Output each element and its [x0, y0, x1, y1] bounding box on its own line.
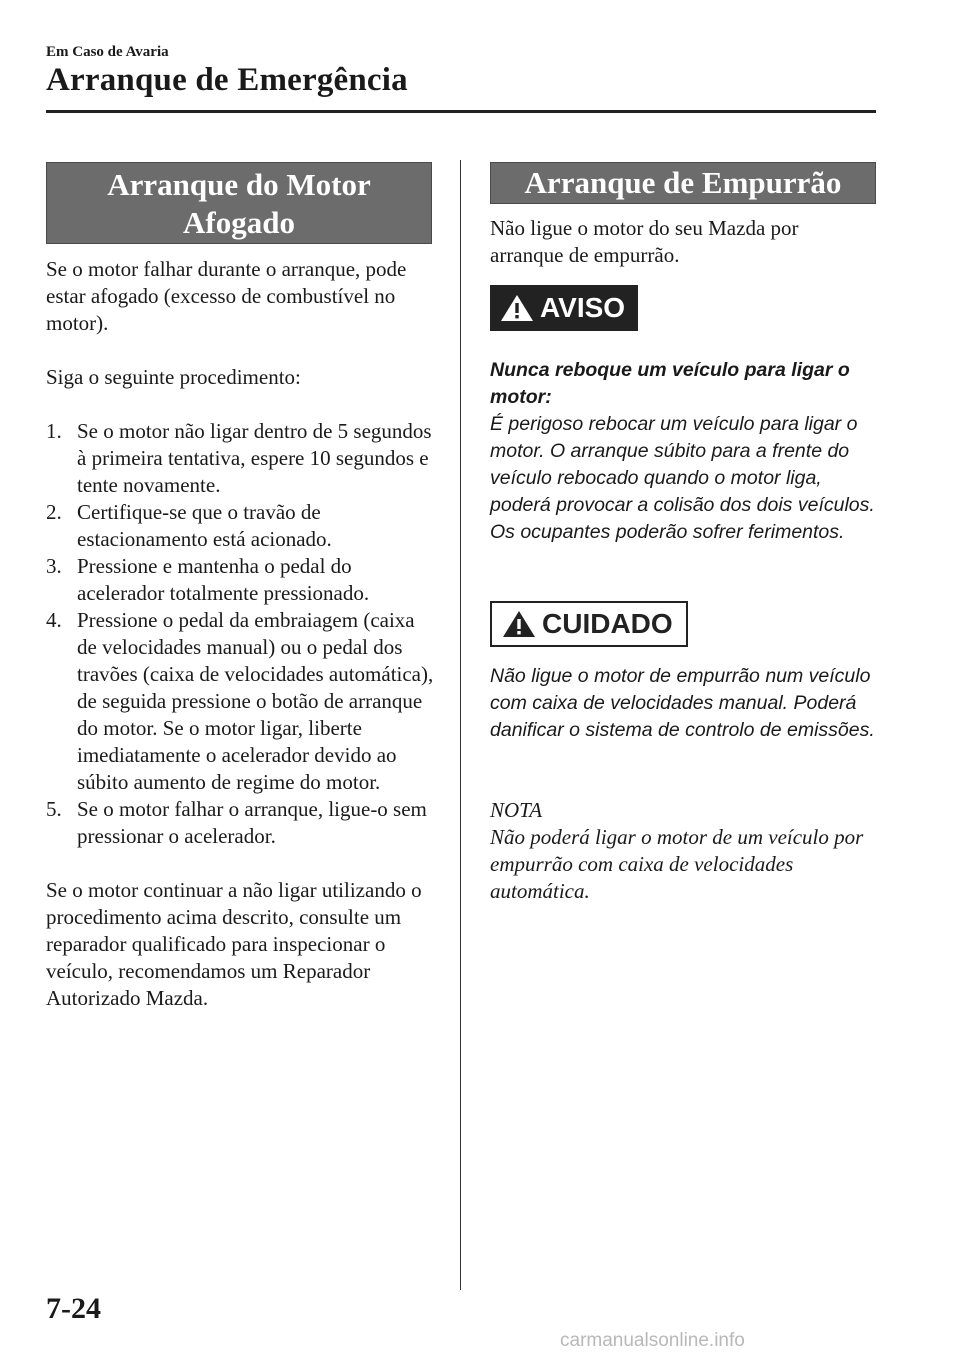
- note-label: NOTA: [490, 798, 543, 822]
- warning-triangle-icon: [500, 293, 534, 323]
- procedure-steps: [46, 418, 436, 850]
- column-divider: [460, 160, 461, 1290]
- left-column-body: [46, 256, 436, 1012]
- procedure-label: Siga o seguinte procedimento:: [46, 365, 301, 389]
- warning-badge: [490, 285, 638, 331]
- warning-title: Nunca reboque um veículo para ligar o motor:: [490, 359, 850, 408]
- heading-flooded-engine: [46, 162, 432, 244]
- note-body: Não poderá ligar o motor de um veículo por empurrão com caixa de velocidades automática.: [490, 825, 864, 903]
- caution-body: Não ligue o motor de empurrão num veículo com caixa de velocidades manual. Poderá danificar o sistema de controlo de emissões.: [490, 665, 875, 741]
- section-label: Em Caso de Avaria: [46, 44, 169, 60]
- list-item: 3. Pressione e mantenha o pedal do acelerador totalmente pressionado.: [46, 554, 370, 605]
- warning-triangle-icon: [502, 609, 536, 639]
- caution-badge: [490, 601, 688, 647]
- watermark: carmanualsonline.info: [560, 1330, 745, 1351]
- flooded-intro: Se o motor falhar durante o arranque, pode estar afogado (excesso de combustível no motor).: [46, 257, 407, 335]
- warning-body: É perigoso rebocar um veículo para ligar o motor. O arranque súbito para a frente do veículo rebocado quando o motor liga, poderá provocar a colisão dos dois veículos. Os ocupantes poderão sofrer ferimentos.: [490, 413, 875, 543]
- chapter-title: Arranque de Emergência: [46, 62, 408, 98]
- warning-label: AVISO: [540, 292, 626, 323]
- heading-push-start: Arranque de Empurrão: [490, 162, 876, 204]
- list-item: 5. Se o motor falhar o arranque, ligue-o sem pressionar o acelerador.: [46, 797, 427, 848]
- header-rule: [46, 110, 876, 113]
- heading-flooded-engine-line2: Afogado: [183, 205, 295, 240]
- list-item: 2. Certifique-se que o travão de estacionamento está acionado.: [46, 500, 332, 551]
- list-item: 1. Se o motor não ligar dentro de 5 segundos à primeira tentativa, espere 10 segundos e tente novamente.: [46, 419, 432, 497]
- page-number: 7-24: [46, 1292, 101, 1325]
- flooded-closing: Se o motor continuar a não ligar utilizando o procedimento acima descrito, consulte um reparador qualificado para inspecionar o veículo, recomendamos um Reparador Autorizado Mazda.: [46, 878, 422, 1010]
- push-start-intro: Não ligue o motor do seu Mazda por arranque de empurrão.: [490, 216, 799, 267]
- heading-flooded-engine-line1: Arranque do Motor: [107, 167, 371, 202]
- caution-label: CUIDADO: [542, 608, 673, 639]
- list-item: 4. Pressione o pedal da embraiagem (caixa de velocidades manual) ou o pedal dos travões (caixa de velocidades automática), de seguida pressione o botão de arranque do motor. Se o motor ligar, liberte imediatamente o acelerador devido ao súbito aumento de regime do motor.: [46, 608, 434, 794]
